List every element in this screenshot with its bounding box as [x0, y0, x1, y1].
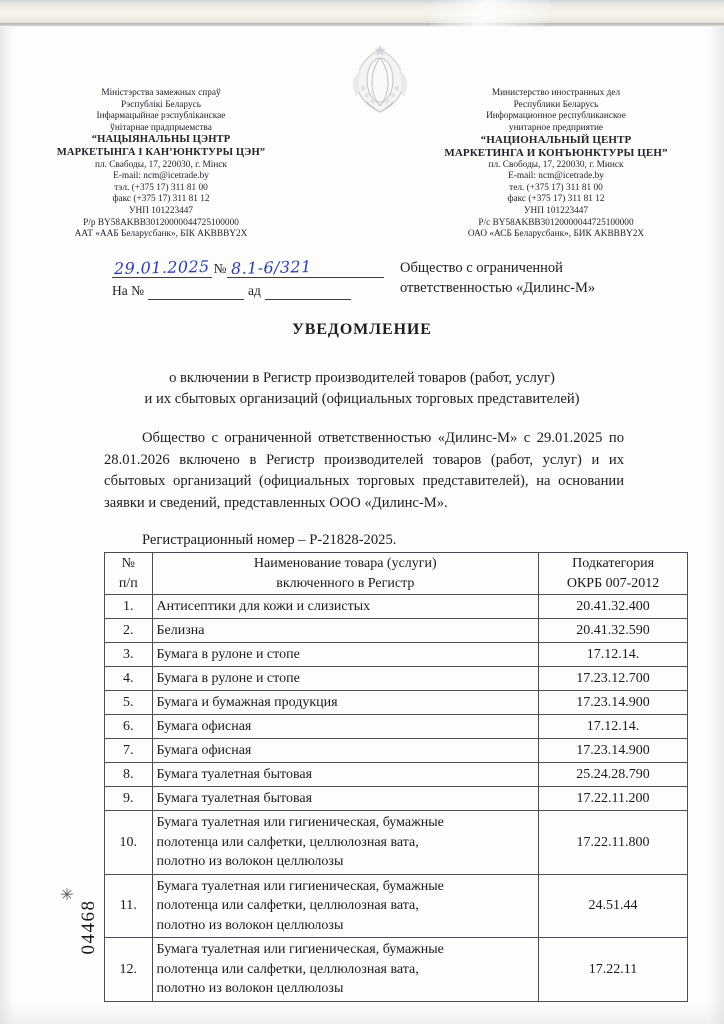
lh-ru-line-3: Информационное республиканское [486, 111, 626, 122]
cell-product-name-line: Бумага туалетная бытовая [156, 790, 313, 806]
cell-okrb-code: 17.22.11 [539, 938, 688, 1002]
addressee-block [400, 258, 672, 298]
col-header-no-line1: № [121, 556, 135, 571]
table-row [105, 595, 688, 619]
lh-ru-account: Р/с BY58AKBB30120000044725100000 [478, 217, 634, 228]
scan-fold-highlight [430, 0, 550, 30]
lh-be-address: пл. Свабоды, 17, 220030, г. Мінск [95, 159, 227, 170]
cell-okrb-code: 17.23.14.900 [539, 739, 688, 763]
cell-product-name-line: Бумага туалетная бытовая [156, 766, 313, 782]
lh-ru-line-4: унитарное предприятие [508, 122, 604, 133]
table-row [105, 643, 688, 667]
registry-table [104, 552, 688, 1002]
col-header-code-line2: ОКРБ 007-2012 [566, 575, 660, 591]
margin-archive-number: 04468 [78, 899, 99, 955]
outgoing-number-value: 8.1-6/321 [230, 257, 312, 278]
table-header-row [105, 553, 688, 595]
cell-row-number: 12. [105, 938, 153, 1002]
document-subtitle [0, 368, 724, 410]
lh-ru-org-1: “НАЦИОНАЛЬНЫЙ ЦЕНТР [480, 134, 632, 147]
cell-row-number: 5. [105, 691, 153, 715]
col-header-name [152, 553, 539, 595]
registration-number: Регистрационный номер – Р-21828-2025. [142, 532, 397, 548]
cell-row-number: 1. [105, 595, 153, 619]
cell-okrb-code: 17.23.14.900 [539, 691, 688, 715]
cell-product-name-line: Белизна [156, 622, 205, 638]
body-paragraph: Общество с ограниченной ответственностью «Дилинс-М» с 29.01.2025 по 28.01.2026 включено в Регистр производителей товаров (работ, услуг) и их сбытовых организаций (официальных торговых представителей), на основании заявки и сведений, представленных ООО «Дилинс-М». [104, 430, 624, 511]
cell-okrb-code: 24.51.44 [539, 874, 688, 938]
lh-be-bank: ААТ «ААБ Беларусбанк», БІК AKBBBY2X [74, 229, 248, 240]
cell-product-name-line: полотенца или салфетки, целлюлозная вата, [156, 961, 419, 977]
cell-okrb-code: 17.12.14. [539, 643, 688, 667]
cell-product-name [152, 715, 539, 739]
cell-product-name-line: полотно из волокон целлюлозы [156, 917, 344, 933]
subtitle-line-2: и их сбытовых организаций (официальных торговых представителей) [144, 391, 580, 407]
col-header-name-line1: Наименование товара (услуги) [253, 556, 437, 571]
registry-table-body [105, 595, 688, 1002]
lh-be-line-1: Міністэрства замежных спраў [101, 88, 221, 98]
incoming-row [112, 278, 384, 300]
lh-ru-line-1: Министерство иностранных дел [491, 88, 621, 98]
cell-row-number: 10. [105, 811, 153, 875]
cell-product-name-line: Бумага туалетная или гигиеническая, бумажные [156, 878, 444, 894]
lh-be-fax: факс (+375 17) 311 81 12 [112, 194, 210, 205]
table-row [105, 715, 688, 739]
lh-be-unp: УНП 101223447 [128, 205, 194, 216]
lh-ru-unp: УНП 101223447 [523, 205, 589, 216]
col-header-code [539, 553, 688, 595]
cell-product-name [152, 874, 539, 938]
requisites-block [112, 256, 384, 300]
cell-product-name [152, 643, 539, 667]
cell-product-name-line: Бумага туалетная или гигиеническая, бумажные [156, 942, 444, 957]
lh-be-phone: тэл. (+375 17) 311 81 00 [114, 182, 208, 193]
lh-be-account: Р/р BY58AKBB30120000044725100000 [83, 217, 239, 228]
addressee-line-1: Общество с ограниченной [400, 260, 563, 276]
cell-product-name-line: Бумага в рулоне и стопе [156, 670, 300, 686]
cell-product-name-line: Бумага офисная [156, 718, 252, 734]
cell-row-number: 2. [105, 619, 153, 643]
letterhead-belarusian [32, 88, 290, 241]
number-symbol-label: № [213, 261, 227, 276]
cell-row-number: 8. [105, 763, 153, 787]
cell-product-name-line: полотенца или салфетки, целлюлозная вата, [156, 834, 419, 850]
letterhead-russian [420, 88, 692, 241]
outgoing-date-field[interactable] [112, 257, 212, 278]
cell-okrb-code: 17.22.11.200 [539, 787, 688, 811]
cell-product-name [152, 938, 539, 1002]
lh-be-line-4: ўнітарнае прадпрыемства [110, 122, 212, 133]
asterisk-mark-icon: ✳ [60, 887, 74, 904]
lh-be-org-2: МАРКЕТЫНГА І КАН’ЮНКТУРЫ ЦЭН” [56, 146, 266, 158]
col-header-no [105, 553, 153, 595]
cell-row-number: 3. [105, 643, 153, 667]
table-row [105, 938, 688, 1002]
cell-product-name-line: полотно из волокон целлюлозы [156, 854, 344, 869]
cell-row-number: 7. [105, 739, 153, 763]
cell-product-name [152, 595, 539, 619]
cell-product-name [152, 691, 539, 715]
cell-product-name [152, 787, 539, 811]
lh-ru-address: пл. Свободы, 17, 220030, г. Минск [488, 159, 624, 170]
scan-top-edge [0, 0, 724, 27]
incoming-date-field[interactable] [265, 283, 351, 300]
table-row [105, 739, 688, 763]
subtitle-line-1: о включении в Регистр производителей товаров (работ, услуг) [169, 370, 555, 386]
cell-okrb-code: 17.22.11.800 [539, 811, 688, 875]
letterhead [0, 88, 724, 241]
col-header-code-line1: Подкатегория [572, 556, 655, 571]
incoming-date-label: ад [248, 283, 261, 298]
cell-product-name [152, 619, 539, 643]
cell-product-name-line: Бумага туалетная или гигиеническая, бумажные [156, 815, 444, 830]
cell-okrb-code: 20.41.32.400 [539, 595, 688, 619]
cell-product-name [152, 739, 539, 763]
cell-row-number: 11. [105, 874, 153, 938]
scan-bottom-shadow [0, 1002, 724, 1024]
cell-product-name-line: полотенца или салфетки, целлюлозная вата, [156, 898, 419, 913]
outgoing-number-field[interactable] [227, 257, 385, 278]
cell-product-name-line: Бумага офисная [156, 742, 252, 758]
lh-ru-line-2: Республики Беларусь [513, 99, 599, 110]
cell-product-name [152, 667, 539, 691]
outgoing-date-value: 29.01.2025 [113, 256, 210, 279]
cell-okrb-code: 17.23.12.700 [539, 667, 688, 691]
cell-product-name-line: Бумага в рулоне и стопе [156, 646, 300, 662]
lh-ru-email: E-mail: ncm@icetrade.by [508, 171, 604, 182]
table-row [105, 691, 688, 715]
lh-ru-org-2: МАРКЕТИНГА И КОНЪЮНКТУРЫ ЦЕН” [444, 146, 668, 159]
lh-ru-fax: факс (+375 17) 311 81 12 [507, 194, 605, 205]
cell-product-name [152, 811, 539, 875]
registry-table-head [105, 553, 688, 595]
lh-be-line-2: Рэспублікі Беларусь [121, 99, 201, 110]
table-row [105, 667, 688, 691]
lh-be-line-3: Інфармацыйнае рэспубліканскае [96, 111, 226, 122]
cell-okrb-code: 20.41.32.590 [539, 619, 688, 643]
cell-row-number: 6. [105, 715, 153, 739]
table-row [105, 811, 688, 875]
lh-be-org-1: “НАЦЫЯНАЛЬНЫ ЦЭНТР [91, 134, 231, 146]
table-row [105, 787, 688, 811]
table-row [105, 763, 688, 787]
lh-ru-phone: тел. (+375 17) 311 81 00 [509, 182, 603, 193]
cell-row-number: 9. [105, 787, 153, 811]
cell-product-name-line: Антисептики для кожи и слизистых [156, 598, 371, 614]
outgoing-row [112, 256, 384, 278]
table-row [105, 874, 688, 938]
cell-product-name-line: полотно из волокон целлюлозы [156, 981, 344, 996]
lh-be-email: E-mail: ncm@icetrade.by [113, 171, 209, 182]
cell-row-number: 4. [105, 667, 153, 691]
cell-okrb-code: 25.24.28.790 [539, 763, 688, 787]
incoming-number-field[interactable] [148, 283, 244, 300]
table-row [105, 619, 688, 643]
col-header-no-line2: п/п [118, 575, 138, 591]
lh-ru-bank: ОАО «АСБ Беларусбанк», БИК AKBBBY2X [467, 229, 645, 240]
cell-okrb-code: 17.12.14. [539, 715, 688, 739]
incoming-label: На № [112, 283, 144, 298]
cell-product-name-line: Бумага и бумажная продукция [156, 694, 338, 710]
cell-product-name [152, 763, 539, 787]
addressee-line-2: ответственностью «Дилинс-М» [400, 280, 596, 296]
col-header-name-line2: включенного в Регистр [276, 575, 415, 591]
page-title: УВЕДОМЛЕНИЕ [292, 321, 432, 338]
